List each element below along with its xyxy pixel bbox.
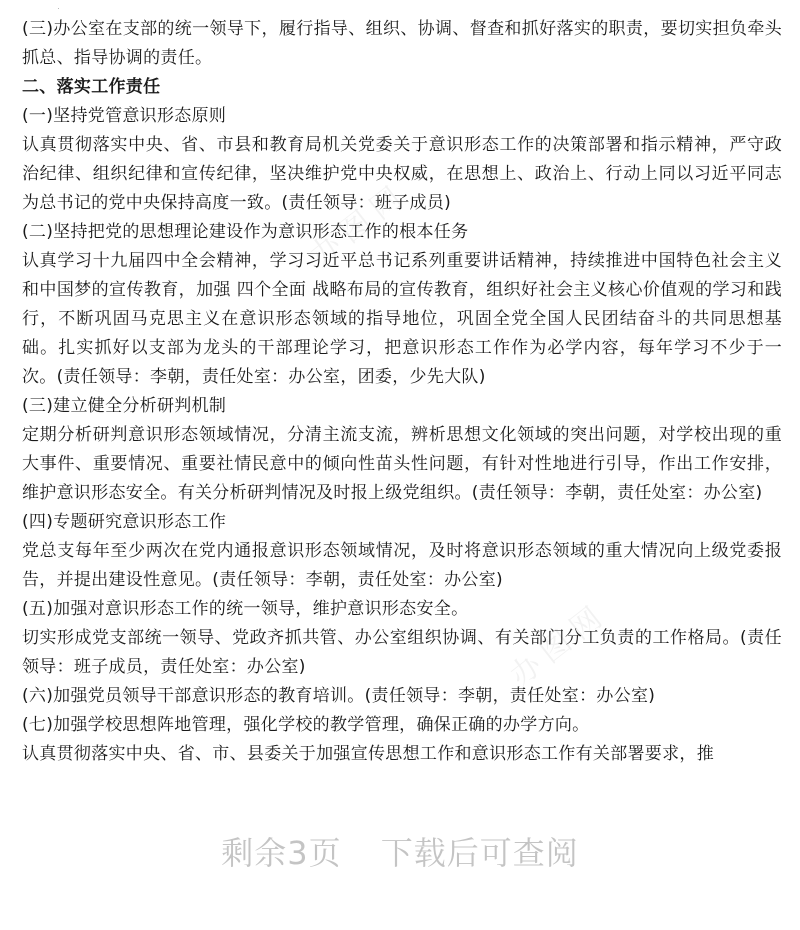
download-prompt[interactable] [0, 828, 800, 874]
paragraph-1: 认真贯彻落实中央、省、市县和教育局机关党委关于意识形态工作的决策部署和指示精神，严守政治纪律、组织纪律和宣传纪律，坚决维护党中央权威，在思想上、政治上、行动上同以习近平同志为总书记的党中央保持高度一致。(责任领导：班子成员) [22, 135, 782, 213]
subheading-5: (五)加强对意识形态工作的统一领导，维护意识形态安全。 [22, 599, 469, 619]
download-to-view-label: 下载后可查阅 [380, 834, 579, 872]
subheading-6: (六)加强党员领导干部意识形态的教育培训。(责任领导：李朝，责任处室：办公室) [22, 686, 656, 706]
paragraph-2: 认真学习十九届四中全会精神，学习习近平总书记系列重要讲话精神，持续推进中国特色社会主义和中国梦的宣传教育，加强 四个全面 战略布局的宣传教育，组织好社会主义核心价值观的学习和践行，不断巩固马克思主义在意识形态领域的指导地位，巩固全党全国人民团结奋斗的共同思想基础。扎实抓好以支部为龙头的干部理论学习，把意识形态工作作为必学内容，每年学习不少于一次。(责任领导：李朝，责任处室：办公室，团委，少先大队) [22, 251, 782, 387]
paragraph-office-duty: (三)办公室在支部的统一领导下，履行指导、组织、协调、督查和抓好落实的职责，要切实担负牵头抓总、指导协调的责任。 [22, 19, 782, 68]
subheading-3: (三)建立健全分析研判机制 [22, 396, 227, 416]
remaining-pages-label: 剩余3页 [221, 834, 342, 872]
subheading-7: (七)加强学校思想阵地管理，强化学校的教学管理，确保正确的办学方向。 [22, 715, 590, 735]
watermark: 办图网 [303, 175, 415, 274]
paragraph-5: 切实形成党支部统一领导、党政齐抓共管、办公室组织协调、有关部门分工负责的工作格局。(责任领导：班子成员，责任处室：办公室) [22, 628, 782, 677]
subheading-4: (四)专题研究意识形态工作 [22, 512, 227, 532]
section-heading: 二、落实工作责任 [22, 77, 161, 97]
paragraph-7-truncated: 认真贯彻落实中央、省、市、县委关于加强宣传思想工作和意识形态工作有关部署要求，推 [22, 744, 714, 764]
paragraph-4: 党总支每年至少两次在党内通报意识形态领域情况，及时将意识形态领域的重大情况向上级党委报告，并提出建设性意见。(责任领导：李朝，责任处室：办公室) [22, 541, 782, 590]
top-clip-mask [0, 0, 800, 8]
subheading-1: (一)坚持党管意识形态原则 [22, 106, 227, 126]
document-body [22, 0, 782, 769]
watermark-secondary: 办图网 [503, 595, 615, 694]
paragraph-3: 定期分析研判意识形态领域情况，分清主流支流，辨析思想文化领域的突出问题，对学校出现的重大事件、重要情况、重要社情民意中的倾向性苗头性问题，有针对性地进行引导，作出工作安排，维护意识形态安全。有关分析研判情况及时报上级党组织。(责任领导：李朝，责任处室：办公室) [22, 425, 782, 503]
subheading-2: (二)坚持把党的思想理论建设作为意识形态工作的根本任务 [22, 222, 469, 242]
